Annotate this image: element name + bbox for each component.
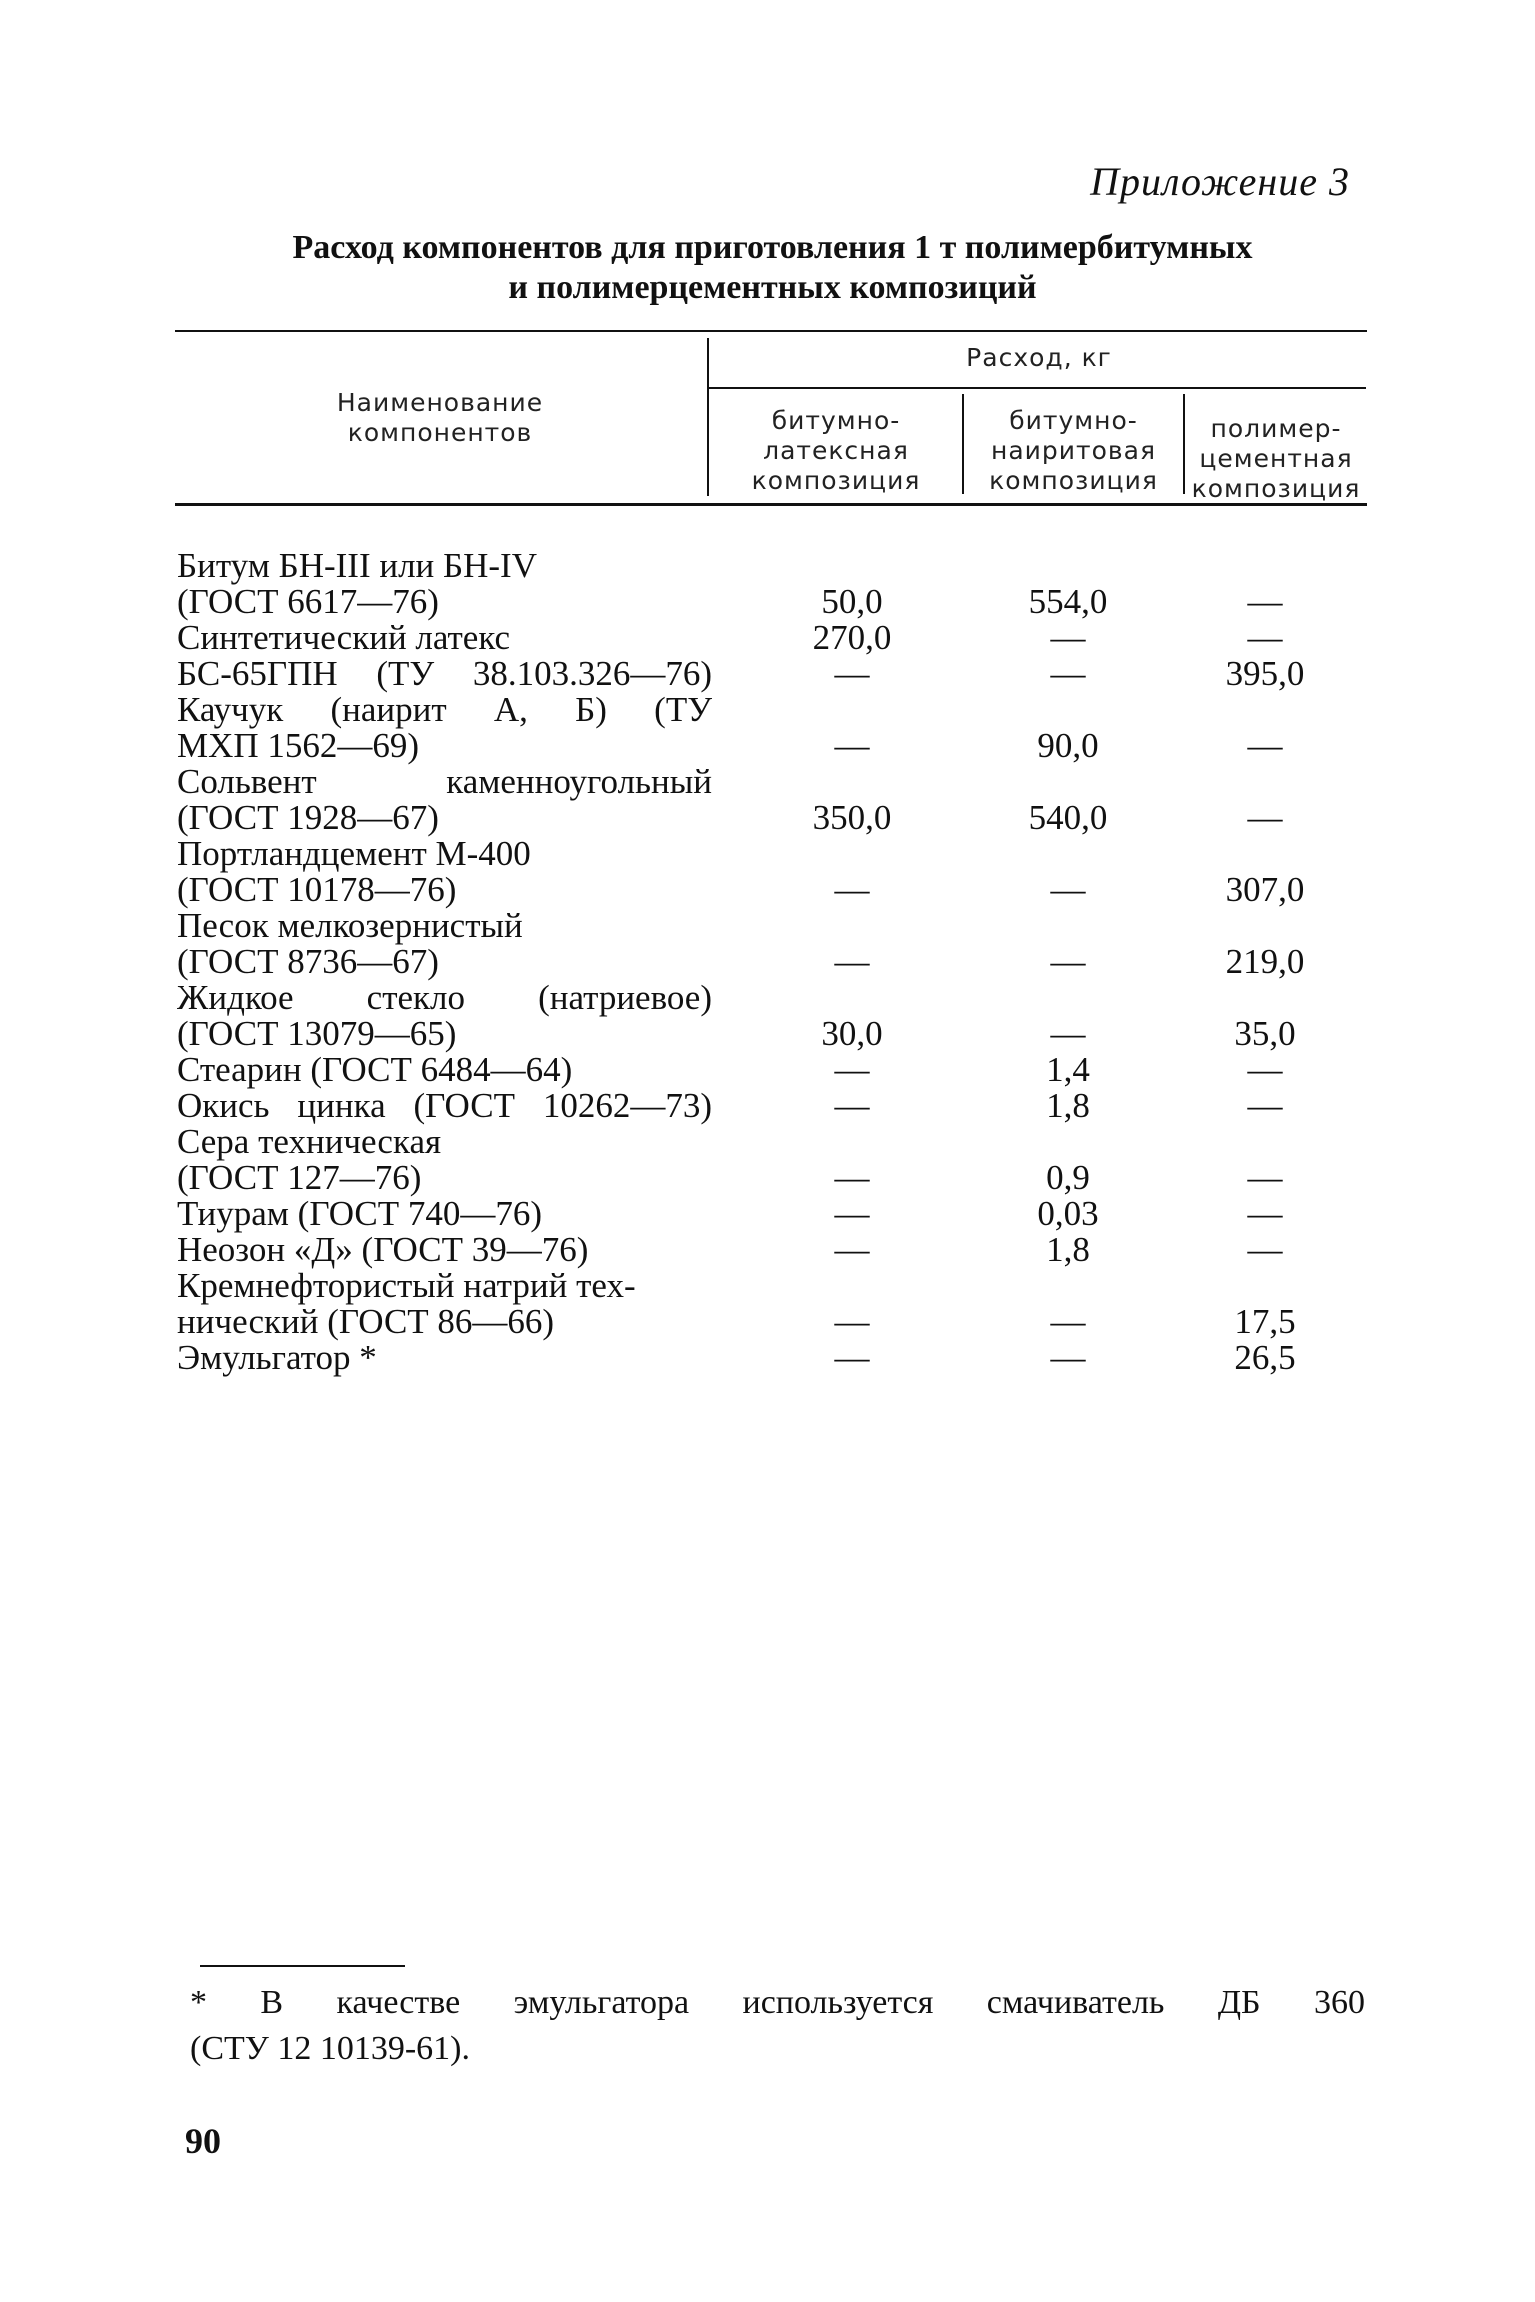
value-col-2: — <box>1050 654 1086 693</box>
value-col-1: — <box>834 1230 870 1269</box>
table-row <box>0 764 1535 800</box>
table-title-line-1: Расход компонентов для приготовления 1 т полимербитумных <box>292 229 1253 266</box>
footnote-line-1: * В качестве эмульгатора используется смачиватель ДБ 360 <box>190 1984 1365 2021</box>
component-name: Сера техническая <box>177 1122 442 1161</box>
value-col-2: — <box>1050 1338 1086 1377</box>
value-col-1: — <box>834 654 870 693</box>
component-name: Тиурам (ГОСТ 740—76) <box>177 1194 543 1233</box>
table-row <box>0 692 1535 728</box>
value-col-3: 35,0 <box>1234 1014 1296 1053</box>
component-name: Битум БН-III или БН-IV <box>177 546 537 585</box>
component-name: Жидкое стекло (натриевое) <box>177 978 712 1017</box>
component-name: МХП 1562—69) <box>177 726 420 765</box>
value-col-2: 1,4 <box>1046 1050 1090 1089</box>
header-divider-name <box>707 338 709 496</box>
value-col-2: 554,0 <box>1028 582 1108 621</box>
component-name: Стеарин (ГОСТ 6484—64) <box>177 1050 573 1089</box>
component-name: Кремнефтористый натрий тех- <box>177 1266 636 1305</box>
table-row <box>0 872 1535 908</box>
header-col-bitumen-latex: битумно- латексная композиция <box>751 406 921 495</box>
table-row <box>0 1268 1535 1304</box>
table-row <box>0 836 1535 872</box>
component-name: Эмульгатор * <box>177 1338 377 1377</box>
header-col-polymer-cement: полимер- цементная композиция <box>1191 414 1361 503</box>
value-col-3: — <box>1247 1158 1283 1197</box>
component-name: (ГОСТ 13079—65) <box>177 1014 457 1053</box>
value-col-3: 307,0 <box>1225 870 1305 909</box>
component-name: Синтетический латекс <box>177 618 511 657</box>
value-col-1: — <box>834 1050 870 1089</box>
value-col-3: — <box>1247 1230 1283 1269</box>
value-col-3: 395,0 <box>1225 654 1305 693</box>
footnote-rule <box>200 1965 405 1967</box>
table-row <box>0 980 1535 1016</box>
table-row <box>0 1196 1535 1232</box>
value-col-2: 540,0 <box>1028 798 1108 837</box>
component-name: Портландцемент М-400 <box>177 834 531 873</box>
table-row <box>0 1232 1535 1268</box>
table-row <box>0 1016 1535 1052</box>
header-divider-col2 <box>1183 394 1185 494</box>
table-top-rule <box>175 330 1367 332</box>
header-name-column: Наименование компонентов <box>336 388 544 447</box>
value-col-2: — <box>1050 870 1086 909</box>
table-row <box>0 728 1535 764</box>
value-col-1: — <box>834 942 870 981</box>
table-row <box>0 584 1535 620</box>
header-divider-col1 <box>962 394 964 494</box>
value-col-1: — <box>834 1158 870 1197</box>
header-col-bitumen-nairit: битумно- наиритовая композиция <box>989 406 1158 495</box>
value-col-1: — <box>834 1338 870 1377</box>
page-number: 90 <box>185 2121 221 2161</box>
value-col-2: — <box>1050 1014 1086 1053</box>
component-name: (ГОСТ 6617—76) <box>177 582 439 621</box>
value-col-1: — <box>834 1194 870 1233</box>
value-col-3: 17,5 <box>1234 1302 1296 1341</box>
component-name: (ГОСТ 127—76) <box>177 1158 422 1197</box>
table-row <box>0 620 1535 656</box>
value-col-1: 50,0 <box>821 582 883 621</box>
value-col-3: 26,5 <box>1234 1338 1296 1377</box>
value-col-3: — <box>1247 1050 1283 1089</box>
value-col-2: 0,03 <box>1037 1194 1099 1233</box>
value-col-3: — <box>1247 618 1283 657</box>
component-name: Каучук (наирит А, Б) (ТУ <box>177 690 712 729</box>
value-col-3: — <box>1247 1086 1283 1125</box>
component-name: (ГОСТ 10178—76) <box>177 870 457 909</box>
value-col-1: 350,0 <box>812 798 892 837</box>
value-col-1: 270,0 <box>812 618 892 657</box>
value-col-2: — <box>1050 1302 1086 1341</box>
value-col-3: — <box>1247 798 1283 837</box>
value-col-3: 219,0 <box>1225 942 1305 981</box>
value-col-2: 1,8 <box>1046 1230 1090 1269</box>
value-col-1: 30,0 <box>821 1014 883 1053</box>
component-name: Окись цинка (ГОСТ 10262—73) <box>177 1086 712 1125</box>
value-col-2: 0,9 <box>1046 1158 1090 1197</box>
component-name: (ГОСТ 1928—67) <box>177 798 439 837</box>
component-name: Неозон «Д» (ГОСТ 39—76) <box>177 1230 589 1269</box>
table-row <box>0 656 1535 692</box>
value-col-2: — <box>1050 618 1086 657</box>
value-col-1: — <box>834 1086 870 1125</box>
value-col-1: — <box>834 726 870 765</box>
value-col-2: 1,8 <box>1046 1086 1090 1125</box>
group-header-rule <box>708 387 1366 389</box>
component-name: (ГОСТ 8736—67) <box>177 942 439 981</box>
value-col-2: 90,0 <box>1037 726 1099 765</box>
footnote <box>190 1980 1365 2072</box>
component-name: Песок мелкозернистый <box>177 906 523 945</box>
table-row <box>0 1088 1535 1124</box>
table-row <box>0 1052 1535 1088</box>
value-col-1: — <box>834 870 870 909</box>
header-group-consumption: Расход, кг <box>966 343 1112 372</box>
value-col-3: — <box>1247 726 1283 765</box>
value-col-3: — <box>1247 1194 1283 1233</box>
component-name: нический (ГОСТ 86—66) <box>177 1302 555 1341</box>
table-title-line-2: и полимерцементных композиций <box>508 269 1037 306</box>
table-row <box>0 1340 1535 1376</box>
footnote-line-2: (СТУ 12 10139-61). <box>190 2030 470 2067</box>
appendix-label: Приложение 3 <box>1090 159 1350 204</box>
table-row <box>0 548 1535 584</box>
table-title <box>180 228 1365 308</box>
value-col-1: — <box>834 1302 870 1341</box>
value-col-2: — <box>1050 942 1086 981</box>
table-row <box>0 944 1535 980</box>
table-row <box>0 1304 1535 1340</box>
table-row <box>0 908 1535 944</box>
table-row <box>0 1124 1535 1160</box>
component-name: Сольвент каменноугольный <box>177 762 712 801</box>
table-row <box>0 1160 1535 1196</box>
table-row <box>0 800 1535 836</box>
value-col-3: — <box>1247 582 1283 621</box>
component-name: БС-65ГПН (ТУ 38.103.326—76) <box>177 654 712 693</box>
